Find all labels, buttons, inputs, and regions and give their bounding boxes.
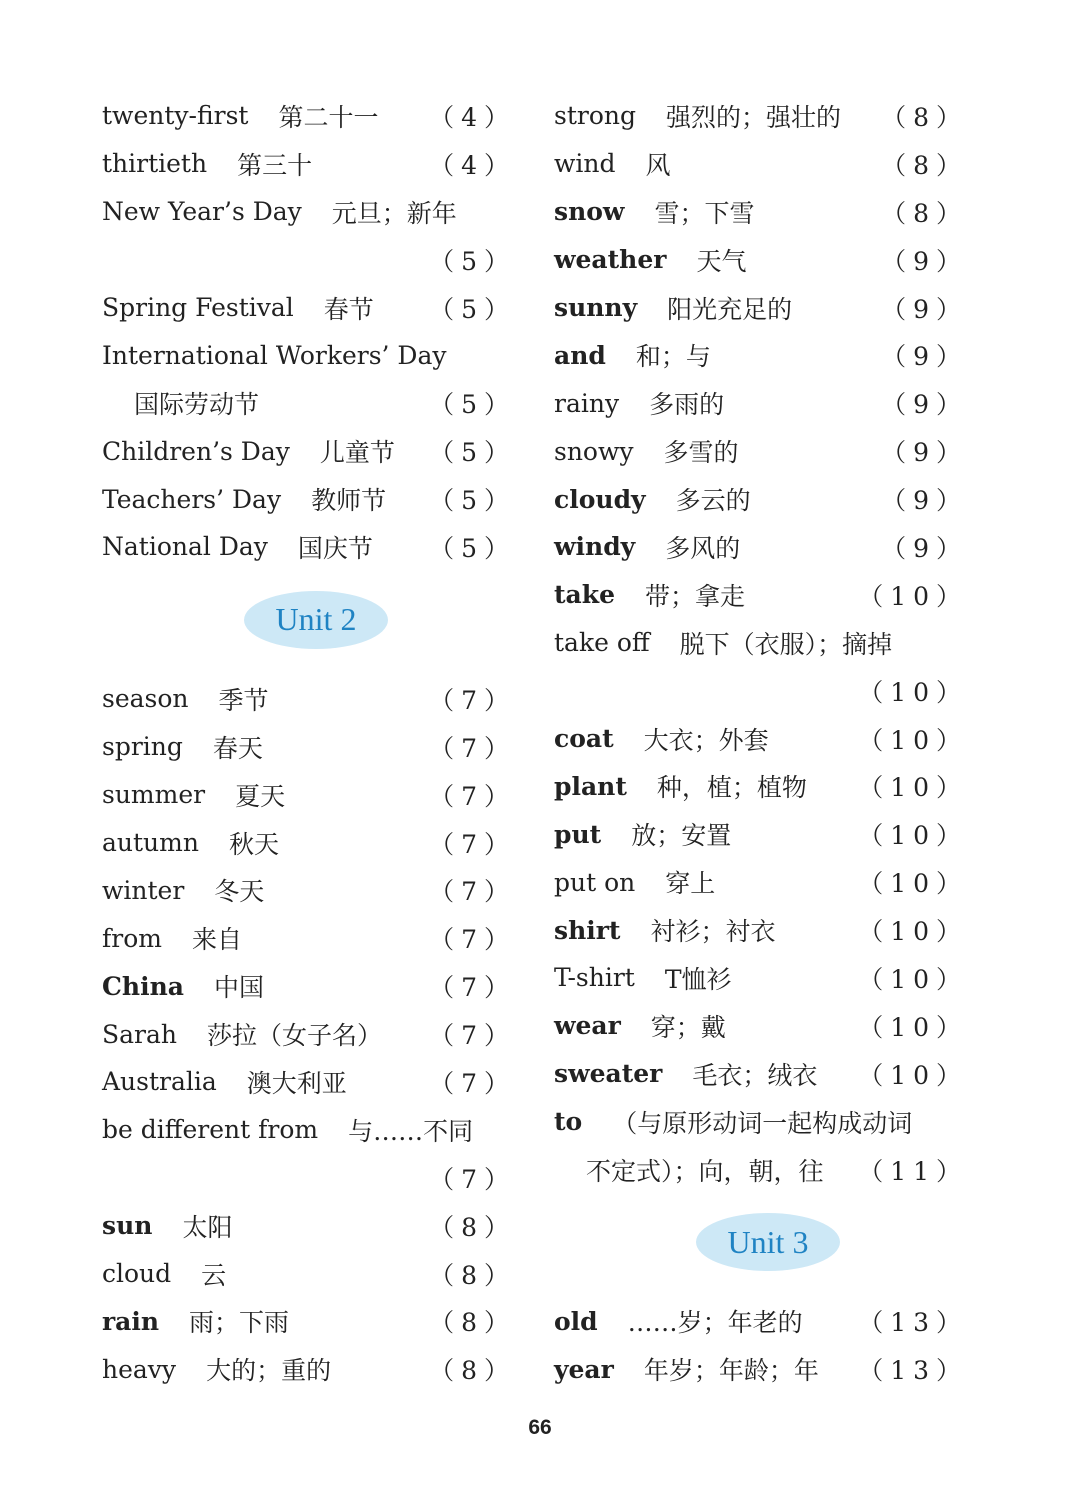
vocab-word: sunny — [554, 293, 638, 322]
vocab-entry — [554, 140, 968, 188]
unit-heading-badge: Unit 3 — [696, 1213, 840, 1271]
vocab-entry — [102, 1202, 516, 1250]
vocab-page-ref: （10） — [858, 1060, 968, 1090]
vocab-meaning: 元旦；新年 — [331, 198, 457, 228]
vocab-meaning: 毛衣；绒衣 — [692, 1060, 818, 1090]
vocab-page-ref: （5） — [429, 438, 516, 468]
vocab-meaning: 多风的 — [665, 533, 741, 563]
vocab-entry — [554, 284, 968, 332]
vocab-page-ref: （4） — [429, 102, 516, 132]
vocab-word: put — [554, 819, 602, 849]
vocab-page-ref: （9） — [881, 533, 968, 563]
vocab-word: China — [102, 971, 184, 1001]
vocab-meaning: 雨；下雨 — [189, 1308, 290, 1338]
vocab-entry — [554, 858, 968, 906]
vocab-word: from — [102, 923, 162, 953]
vocab-word: Spring Festival — [102, 293, 294, 322]
vocab-page-ref: （7） — [429, 733, 516, 763]
vocab-page-ref: （10） — [858, 677, 968, 707]
vocab-entry — [554, 619, 968, 667]
vocab-meaning: 多雨的 — [649, 390, 725, 420]
vocab-meaning: 教师节 — [311, 486, 387, 516]
vocab-entry — [554, 954, 968, 1002]
vocab-entry — [554, 331, 968, 379]
vocab-meaning: 云 — [201, 1260, 227, 1290]
vocab-meaning: 儿童节 — [319, 438, 395, 468]
vocab-meaning: 不定式）；向，朝，往 — [586, 1156, 824, 1186]
vocab-page-ref: （5） — [429, 390, 516, 420]
vocab-meaning: ……岁；年老的 — [627, 1308, 803, 1338]
vocab-meaning: 第三十 — [237, 150, 313, 180]
vocab-entry — [102, 675, 516, 723]
vocab-word: rain — [102, 1306, 160, 1336]
vocab-word: spring — [102, 732, 183, 762]
vocab-page-ref: （7） — [429, 925, 516, 955]
vocab-entry — [102, 427, 516, 475]
vocab-word: to — [554, 1107, 583, 1137]
vocab-word: Teachers’ Day — [102, 484, 282, 514]
vocab-page-ref: （8） — [429, 1212, 516, 1242]
vocab-word: snowy — [554, 436, 634, 466]
vocab-word: plant — [554, 771, 627, 801]
vocab-meaning: 澳大利亚 — [246, 1068, 347, 1098]
vocab-meaning: （与原形动词一起构成动词 — [612, 1108, 913, 1138]
vocab-meaning: 春节 — [323, 294, 374, 324]
vocab-meaning: 夏天 — [235, 781, 286, 811]
vocab-word: thirtieth — [102, 149, 208, 179]
vocab-entry — [102, 523, 516, 571]
vocab-word: year — [554, 1354, 614, 1384]
vocab-entry — [102, 331, 516, 379]
vocab-page-ref: （8） — [429, 1260, 516, 1290]
vocab-meaning: 衬衫；衬衣 — [650, 917, 776, 947]
vocab-page-ref: （7） — [429, 1021, 516, 1051]
vocab-entry — [102, 819, 516, 867]
vocab-entry — [102, 1058, 516, 1106]
vocab-word: wind — [554, 149, 616, 179]
vocab-page-ref: （7） — [429, 829, 516, 859]
vocab-page-ref: （8） — [881, 198, 968, 228]
vocab-meaning: 第二十一 — [278, 102, 379, 132]
vocab-word: take — [554, 580, 615, 610]
vocab-page-ref: （9） — [881, 486, 968, 516]
vocab-meaning: 国庆节 — [297, 533, 373, 563]
vocab-page-ref: （9） — [881, 438, 968, 468]
vocab-word: old — [554, 1306, 598, 1336]
vocab-meaning: 强烈的；强壮的 — [665, 102, 841, 132]
vocab-entry — [554, 1297, 968, 1345]
vocab-word: windy — [554, 532, 636, 562]
vocab-meaning: 大衣；外套 — [643, 725, 769, 755]
vocab-meaning: 国际劳动节 — [134, 390, 260, 420]
unit-heading-row — [554, 1193, 968, 1297]
vocab-page-ref: （13） — [858, 1308, 968, 1338]
vocab-meaning: 太阳 — [182, 1212, 233, 1242]
vocab-page-ref: （11） — [858, 1156, 968, 1186]
vocab-page-ref: （8） — [881, 150, 968, 180]
vocab-entry — [102, 379, 516, 427]
vocab-entry — [102, 92, 516, 140]
vocab-entry — [554, 1345, 968, 1393]
vocab-meaning: 脱下（衣服）；摘掉 — [679, 629, 893, 659]
vocab-entry — [554, 571, 968, 619]
vocab-word: National Day — [102, 532, 268, 562]
vocab-meaning: 秋天 — [228, 829, 279, 859]
vocab-entry — [554, 1098, 968, 1146]
vocab-meaning: 多云的 — [675, 486, 751, 516]
vocab-page-ref: （5） — [429, 246, 516, 276]
vocab-entry — [554, 188, 968, 236]
vocab-entry — [554, 92, 968, 140]
vocab-page-ref: （10） — [858, 821, 968, 851]
vocab-page-ref: （7） — [429, 973, 516, 1003]
vocab-page-ref: （8） — [429, 1356, 516, 1386]
vocab-word: sun — [102, 1211, 153, 1241]
vocab-word: International Workers’ Day — [102, 340, 447, 370]
vocab-page-ref: （9） — [881, 390, 968, 420]
vocab-word: autumn — [102, 828, 199, 858]
page-number: 66 — [528, 1416, 552, 1439]
vocab-meaning: 和；与 — [635, 342, 711, 372]
vocab-meaning: 种，植；植物 — [656, 773, 807, 803]
vocab-page-ref: （10） — [858, 964, 968, 994]
vocab-word: sweater — [554, 1059, 663, 1089]
vocab-entry — [554, 667, 968, 715]
right-vocab-column — [554, 92, 968, 1393]
vocab-word: shirt — [554, 915, 621, 945]
vocab-word: put on — [554, 867, 636, 897]
vocab-entry — [102, 1010, 516, 1058]
vocab-entry — [102, 140, 516, 188]
vocab-page-ref: （5） — [429, 294, 516, 324]
vocab-page-ref: （10） — [858, 581, 968, 611]
vocab-meaning: 带；拿走 — [644, 581, 745, 611]
vocab-entry — [102, 1106, 516, 1154]
vocab-entry — [554, 1050, 968, 1098]
unit-heading-row — [102, 571, 516, 675]
vocab-word: winter — [102, 875, 185, 905]
vocab-entry — [554, 236, 968, 284]
vocab-entry — [102, 475, 516, 523]
vocab-word: heavy — [102, 1354, 177, 1384]
vocab-entry — [102, 914, 516, 962]
vocab-entry — [554, 427, 968, 475]
vocab-meaning: 年岁；年龄；年 — [643, 1356, 819, 1386]
vocab-meaning: 放；安置 — [631, 821, 732, 851]
vocab-word: coat — [554, 724, 614, 754]
vocab-page-ref: （5） — [429, 533, 516, 563]
vocab-word: and — [554, 340, 606, 370]
vocab-page-ref: （9） — [881, 246, 968, 276]
vocab-entry — [102, 188, 516, 236]
vocab-word: Sarah — [102, 1019, 177, 1049]
vocab-word: twenty-first — [102, 101, 249, 131]
vocab-page-ref: （7） — [429, 781, 516, 811]
vocab-page-ref: （10） — [858, 869, 968, 899]
vocab-word: Children’s Day — [102, 436, 290, 466]
vocab-meaning: 穿上 — [665, 869, 716, 899]
vocab-meaning: 阳光充足的 — [667, 294, 793, 324]
vocab-entry — [102, 723, 516, 771]
vocab-page-ref: （7） — [429, 685, 516, 715]
vocab-page-ref: （7） — [429, 1068, 516, 1098]
vocab-entry — [554, 379, 968, 427]
vocab-word: weather — [554, 245, 667, 275]
vocab-entry — [102, 1297, 516, 1345]
vocab-word: New Year’s Day — [102, 197, 302, 227]
vocab-meaning: 季节 — [218, 685, 269, 715]
vocab-page-ref: （4） — [429, 150, 516, 180]
unit-heading-badge: Unit 2 — [244, 591, 388, 649]
vocab-entry — [102, 284, 516, 332]
vocab-word: strong — [554, 101, 636, 131]
vocab-word: Australia — [102, 1067, 217, 1097]
vocab-entry — [554, 715, 968, 763]
vocab-meaning: 风 — [645, 150, 671, 180]
vocab-word: rainy — [554, 388, 620, 418]
vocab-entry — [554, 906, 968, 954]
vocab-meaning: T恤衫 — [664, 964, 732, 994]
vocab-entry — [554, 810, 968, 858]
vocab-page-ref: （7） — [429, 877, 516, 907]
vocab-entry — [102, 1154, 516, 1202]
vocab-page-ref: （10） — [858, 1012, 968, 1042]
vocab-meaning: 莎拉（女子名） — [207, 1021, 383, 1051]
vocab-entry — [102, 1250, 516, 1298]
vocab-page-ref: （8） — [429, 1308, 516, 1338]
vocab-page-ref: （9） — [881, 294, 968, 324]
vocab-meaning: 多雪的 — [663, 438, 739, 468]
vocab-entry — [102, 1345, 516, 1393]
vocab-word: summer — [102, 780, 206, 810]
vocab-meaning: 雪；下雪 — [654, 198, 755, 228]
vocab-entry — [554, 523, 968, 571]
vocab-meaning: 中国 — [213, 973, 264, 1003]
vocab-meaning: 与……不同 — [348, 1116, 474, 1146]
vocab-entry — [102, 962, 516, 1010]
vocab-word: snow — [554, 197, 625, 227]
vocab-meaning: 穿；戴 — [650, 1012, 726, 1042]
vocab-page-ref: （10） — [858, 917, 968, 947]
vocab-meaning: 来自 — [191, 925, 242, 955]
vocab-page-ref: （8） — [881, 102, 968, 132]
vocab-page-ref: （9） — [881, 342, 968, 372]
vocab-page-ref: （7） — [429, 1164, 516, 1194]
left-vocab-column — [102, 92, 516, 1393]
vocab-entry — [102, 866, 516, 914]
vocab-word: season — [102, 684, 189, 714]
vocab-word: be different from — [102, 1115, 319, 1145]
vocab-entry — [554, 1002, 968, 1050]
vocab-entry — [554, 1146, 968, 1194]
vocab-entry — [102, 236, 516, 284]
vocab-page-ref: （13） — [858, 1356, 968, 1386]
vocab-word: take off — [554, 628, 650, 658]
vocab-entry — [554, 475, 968, 523]
vocab-meaning: 冬天 — [214, 877, 265, 907]
vocab-meaning: 大的；重的 — [206, 1356, 332, 1386]
vocab-meaning: 天气 — [696, 246, 747, 276]
vocab-word: T-shirt — [554, 963, 635, 993]
vocab-page-ref: （10） — [858, 773, 968, 803]
vocab-entry — [554, 762, 968, 810]
vocab-page-ref: （10） — [858, 725, 968, 755]
vocab-entry — [102, 771, 516, 819]
vocab-word: cloudy — [554, 484, 646, 514]
vocab-page-ref: （5） — [429, 486, 516, 516]
vocab-word: wear — [554, 1011, 621, 1041]
vocab-meaning: 春天 — [212, 733, 263, 763]
vocab-word: cloud — [102, 1259, 172, 1289]
